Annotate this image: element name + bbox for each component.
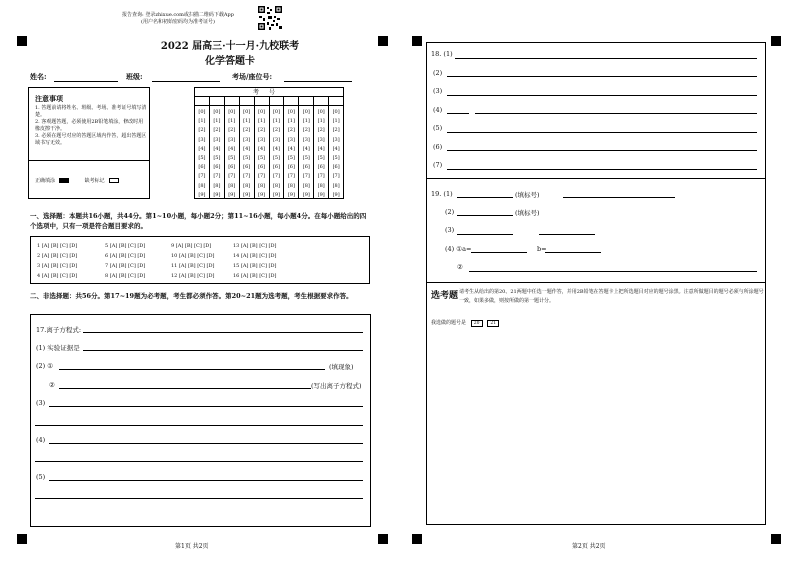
section1-instructions: 一、选择题：本题共16小题，共44分。第1~10小题，每小题2分；第11~16小题，每小题4分。在每小题给出的四个选项中，只有一项是符合题目要求的。 (30, 212, 367, 230)
q18-line[interactable] (447, 95, 757, 96)
exam-digit-bubble[interactable]: [1] (228, 118, 236, 125)
exam-digit-bubble[interactable]: [1] (302, 118, 310, 125)
exam-number-column (255, 97, 270, 198)
exam-digit-bubble[interactable]: [1] (287, 118, 295, 125)
choice-option-21[interactable]: 21 (487, 320, 499, 327)
exam-digit-bubble[interactable]: [4] (243, 145, 251, 152)
exam-digit-bubble[interactable]: [5] (302, 155, 310, 162)
mcq-row[interactable]: 3 [A] [B] [C] [D] (37, 263, 78, 269)
exam-digit-bubble[interactable]: [9] (332, 191, 340, 198)
exam-digit-bubble[interactable]: [9] (258, 191, 266, 198)
exam-digit-bubble[interactable]: [3] (302, 136, 310, 143)
exam-digit-bubble[interactable]: [5] (272, 155, 281, 162)
mcq-row[interactable]: 2 [A] [B] [C] [D] (37, 253, 78, 259)
filled-mark-icon (59, 178, 69, 183)
seat-label: 考场/座位号: (232, 72, 273, 81)
exam-digit-bubble[interactable]: [6] (272, 164, 281, 171)
student-info-row (30, 72, 370, 84)
q18-label: (2) (433, 69, 443, 77)
exam-digit-bubble[interactable]: [9] (213, 191, 221, 198)
q19-label: (4) ①a= (445, 245, 472, 253)
exam-digit-bubble[interactable]: [5] (317, 155, 325, 162)
q19-label: (2) (445, 208, 455, 216)
mcq-row[interactable]: 12 [A] [B] [C] [D] (171, 273, 215, 279)
exam-digit-bubble[interactable]: [7] (302, 173, 310, 180)
notice-box (28, 87, 150, 199)
section2-instructions: 二、非选择题：共56分。第17~19题为必考题，考生都必须作答。第20~21题为选考题，考生根据要求作答。 (30, 292, 353, 300)
page1-footer: 第1页 共2页 (175, 543, 209, 550)
mcq-row[interactable]: 9 [A] [B] [C] [D] (171, 243, 212, 249)
exam-number-column (299, 97, 314, 198)
page2-footer: 第2页 共2页 (572, 543, 606, 550)
q18-line[interactable] (455, 58, 757, 59)
q18-line[interactable] (447, 76, 757, 77)
exam-digit-bubble[interactable]: [7] (198, 173, 206, 180)
q19-line[interactable] (457, 215, 513, 216)
exam-digit-bubble[interactable]: [0] (198, 109, 206, 115)
q17-p2b-line[interactable] (59, 388, 311, 389)
exam-digit-bubble[interactable]: [2] (198, 127, 206, 134)
exam-digit-bubble[interactable]: [4] (302, 145, 310, 152)
exam-digit-bubble[interactable]: [8] (317, 182, 325, 189)
q17-p2b-suffix: (写出离子方程式) (311, 382, 362, 390)
exam-digit-bubble[interactable]: [9] (287, 191, 295, 198)
exam-digit-bubble[interactable]: [9] (272, 191, 281, 198)
exam-digit-bubble[interactable]: [3] (332, 136, 340, 143)
choice-question-box (426, 283, 766, 525)
missing-label: 缺考标记 (84, 178, 105, 184)
exam-digit-bubble[interactable]: [9] (317, 191, 325, 198)
q18-label: (5) (433, 124, 443, 132)
mcq-row[interactable]: 5 [A] [B] [C] [D] (105, 243, 146, 249)
exam-number-write-cell[interactable] (299, 97, 313, 106)
exam-digit-bubble[interactable]: [1] (213, 118, 221, 125)
choice-option-20[interactable]: 20 (471, 320, 483, 327)
class-field[interactable] (152, 81, 220, 82)
q18-label: (7) (433, 161, 443, 169)
exam-digit-bubble[interactable]: [4] (258, 145, 266, 152)
exam-digit-bubble[interactable]: [4] (228, 145, 236, 152)
exam-digit-bubble[interactable]: [9] (198, 191, 206, 198)
exam-digit-bubble[interactable]: [7] (272, 173, 281, 180)
exam-digit-bubble[interactable]: [8] (287, 182, 295, 189)
exam-number-column (329, 97, 343, 198)
q18-label: (3) (433, 87, 443, 95)
exam-digit-bubble[interactable]: [5] (332, 155, 340, 162)
corner-mark-br-2 (771, 534, 781, 544)
exam-digit-bubble[interactable]: [0] (243, 109, 251, 115)
exam-digit-bubble[interactable]: [8] (198, 182, 206, 189)
q19-line[interactable] (563, 197, 675, 198)
q17-p1-line[interactable] (83, 350, 363, 351)
mcq-row[interactable]: 8 [A] [B] [C] [D] (105, 273, 146, 279)
exam-digit-bubble[interactable]: [9] (243, 191, 251, 198)
q17-p4-line[interactable] (49, 443, 363, 444)
missing-mark-box[interactable] (109, 178, 119, 183)
exam-digit-bubble[interactable]: [6] (332, 164, 340, 171)
exam-number-write-cell[interactable] (210, 97, 224, 106)
q19-line[interactable] (539, 234, 595, 235)
exam-digit-bubble[interactable]: [5] (243, 155, 251, 162)
exam-digit-bubble[interactable]: [8] (332, 182, 340, 189)
q17-p2b-label: ② (49, 381, 55, 389)
q18-answer-box (426, 42, 766, 179)
mcq-row[interactable]: 15 [A] [B] [C] [D] (233, 263, 277, 269)
notice-text (35, 105, 147, 147)
q19-line[interactable] (545, 252, 601, 253)
exam-digit-bubble[interactable]: [0] (258, 109, 266, 115)
mcq-row[interactable]: 14 [A] [B] [C] [D] (233, 253, 277, 259)
mark-example-row (35, 177, 147, 184)
exam-digit-bubble[interactable]: [6] (302, 164, 310, 171)
exam-number-write-cell[interactable] (225, 97, 239, 106)
corner-mark-bl (17, 534, 27, 544)
exam-digit-bubble[interactable]: [9] (228, 191, 236, 198)
exam-number-write-cell[interactable] (255, 97, 269, 106)
exam-digit-bubble[interactable]: [4] (287, 145, 295, 152)
q17-title-line[interactable] (83, 332, 363, 333)
q18-label: (4) (433, 106, 443, 114)
exam-title: 2022 届高三·十一月·九校联考 (160, 41, 300, 52)
q18-line[interactable] (447, 169, 757, 170)
exam-digit-bubble[interactable]: [1] (258, 118, 266, 125)
q17-title: 17.离子方程式: (36, 326, 82, 334)
corner-mark-bl-2 (412, 534, 422, 544)
exam-digit-bubble[interactable]: [3] (272, 136, 281, 143)
q18-label: 18. (1) (431, 50, 453, 58)
corner-mark-tl-2 (412, 36, 422, 46)
name-field[interactable] (54, 81, 118, 82)
q18-line[interactable] (447, 132, 757, 133)
exam-number-column (284, 97, 299, 198)
q17-p2a-line[interactable] (59, 369, 325, 370)
exam-digit-bubble[interactable]: [3] (228, 136, 236, 143)
choice-instructions: 请考生从给出的第20、21两题中任选一题作答，并用2B铅笔在答题卡上把所选题目对应的题号涂黑。注意所做题目的题号必须与所涂题号一致，如果多做，则按所做的第一题计分。 (459, 289, 764, 304)
q19-label: ② (457, 263, 463, 271)
corner-mark-tl (17, 36, 27, 46)
exam-digit-bubble[interactable]: [8] (258, 182, 266, 189)
exam-digit-bubble[interactable]: [1] (317, 118, 325, 125)
exam-number-grid (194, 87, 344, 199)
exam-digit-bubble[interactable]: [9] (302, 191, 310, 198)
q17-p4-line2[interactable] (35, 461, 363, 462)
exam-digit-bubble[interactable]: [0] (287, 109, 295, 115)
exam-digit-bubble[interactable]: [5] (287, 155, 295, 162)
exam-digit-bubble[interactable]: [2] (228, 127, 236, 134)
exam-digit-bubble[interactable]: [6] (213, 164, 221, 171)
exam-digit-bubble[interactable]: [8] (272, 182, 281, 189)
exam-digit-bubble[interactable]: [4] (272, 145, 281, 152)
exam-number-write-cell[interactable] (270, 97, 284, 106)
exam-digit-bubble[interactable]: [4] (213, 145, 221, 152)
exam-digit-bubble[interactable]: [2] (332, 127, 340, 134)
q19-label: 19. (1) (431, 190, 453, 198)
q19-line[interactable] (457, 197, 513, 198)
exam-digit-bubble[interactable]: [1] (332, 118, 340, 125)
seat-field[interactable] (284, 81, 352, 82)
exam-number-write-cell[interactable] (240, 97, 254, 106)
q19-suffix: (填标号) (515, 209, 540, 217)
exam-digit-bubble[interactable]: [6] (287, 164, 295, 171)
exam-digit-bubble[interactable]: [5] (228, 155, 236, 162)
mcq-row[interactable]: 7 [A] [B] [C] [D] (105, 263, 146, 269)
mcq-row[interactable]: 16 [A] [B] [C] [D] (233, 273, 277, 279)
q17-p4-label: (4) (36, 436, 46, 444)
mcq-row[interactable]: 4 [A] [B] [C] [D] (37, 273, 78, 279)
report-note (113, 12, 243, 26)
exam-digit-bubble[interactable]: [6] (243, 164, 251, 171)
q18-line[interactable] (447, 150, 757, 151)
exam-digit-bubble[interactable]: [8] (302, 182, 310, 189)
exam-digit-bubble[interactable]: [0] (213, 109, 221, 115)
q19-label: b= (537, 245, 547, 253)
q18-line[interactable] (447, 113, 469, 114)
class-label: 班级: (126, 72, 143, 81)
q19-suffix: (填标号) (515, 191, 540, 199)
exam-digit-bubble[interactable]: [4] (332, 145, 340, 152)
mcq-answer-box (30, 236, 370, 284)
exam-digit-bubble[interactable]: [7] (213, 173, 221, 180)
exam-digit-bubble[interactable]: [5] (258, 155, 266, 162)
mcq-column (37, 241, 77, 281)
exam-digit-bubble[interactable]: [3] (317, 136, 325, 143)
exam-digit-bubble[interactable]: [7] (258, 173, 266, 180)
report-note-line1: 报告查询: 登录zhixue.com或扫描二维码下载App (122, 12, 234, 18)
report-note-line2: (用户名和初始密码均为准考证号) (141, 19, 215, 25)
exam-number-column (314, 97, 329, 198)
corner-mark-br (378, 534, 388, 544)
exam-digit-bubble[interactable]: [8] (228, 182, 236, 189)
qr-code-icon (257, 5, 283, 31)
q17-p5-line2[interactable] (35, 498, 363, 499)
exam-number-column (210, 97, 225, 198)
q17-p2a-label: (2) ① (36, 362, 54, 370)
exam-digit-bubble[interactable]: [0] (332, 109, 340, 115)
exam-number-write-cell[interactable] (284, 97, 298, 106)
exam-number-column (225, 97, 240, 198)
choice-pick-row (431, 319, 499, 327)
notice-item: 2. 客观题答题，必须使用2B铅笔填涂，修改时用橡皮擦干净。 (35, 119, 144, 132)
exam-number-column (195, 97, 210, 198)
exam-digit-bubble[interactable]: [3] (243, 136, 251, 143)
q18-label: (6) (433, 143, 443, 151)
notice-item: 3. 必须在题号对应的答题区域内作答，超出答题区域书写无效。 (35, 133, 147, 146)
exam-digit-bubble[interactable]: [5] (198, 155, 206, 162)
exam-digit-bubble[interactable]: [2] (317, 127, 325, 134)
exam-digit-bubble[interactable]: [6] (258, 164, 266, 171)
mcq-row[interactable]: 13 [A] [B] [C] [D] (233, 243, 277, 249)
exam-digit-bubble[interactable]: [1] (272, 118, 281, 125)
exam-digit-bubble[interactable]: [2] (302, 127, 310, 134)
exam-digit-bubble[interactable]: [2] (287, 127, 295, 134)
mcq-column (105, 241, 145, 281)
mcq-row[interactable]: 6 [A] [B] [C] [D] (105, 253, 146, 259)
q17-p3-line2[interactable] (35, 425, 363, 426)
exam-digit-bubble[interactable]: [7] (332, 173, 340, 180)
q18-line[interactable] (475, 113, 757, 114)
exam-digit-bubble[interactable]: [0] (317, 109, 325, 115)
exam-number-write-cell[interactable] (314, 97, 328, 106)
exam-digit-bubble[interactable]: [6] (317, 164, 325, 171)
exam-digit-bubble[interactable]: [2] (258, 127, 266, 134)
exam-digit-bubble[interactable]: [7] (243, 173, 251, 180)
exam-digit-bubble[interactable]: [3] (287, 136, 295, 143)
exam-number-columns (195, 97, 343, 198)
notice-divider (29, 160, 149, 161)
q17-p5-line[interactable] (49, 480, 363, 481)
exam-digit-bubble[interactable]: [8] (243, 182, 251, 189)
q17-p2a-suffix: (填现象) (329, 363, 354, 371)
q19-line[interactable] (457, 234, 513, 235)
q19-line[interactable] (469, 271, 757, 272)
exam-digit-bubble[interactable]: [2] (213, 127, 221, 134)
exam-digit-bubble[interactable]: [3] (258, 136, 266, 143)
notice-item: 1. 答题前请将姓名、班级、考场、准考证号填写清楚。 (35, 105, 147, 118)
q17-p5-label: (5) (36, 473, 46, 481)
exam-number-write-cell[interactable] (329, 97, 343, 106)
q17-p1-label: (1) 实验证据是 (36, 344, 80, 352)
exam-digit-bubble[interactable]: [3] (198, 136, 206, 143)
corner-mark-tr (378, 36, 388, 46)
exam-digit-bubble[interactable]: [0] (302, 109, 310, 115)
exam-digit-bubble[interactable]: [4] (198, 145, 206, 152)
exam-number-column (240, 97, 255, 198)
q17-p3-label: (3) (36, 399, 46, 407)
name-label: 姓名: (30, 72, 47, 81)
choice-pick-label: 我选做的题号是 (431, 320, 467, 326)
mcq-column (171, 241, 214, 281)
exam-digit-bubble[interactable]: [3] (213, 136, 221, 143)
exam-digit-bubble[interactable]: [7] (317, 173, 325, 180)
exam-digit-bubble[interactable]: [8] (213, 182, 221, 189)
q17-p3-line[interactable] (49, 406, 363, 407)
exam-digit-bubble[interactable]: [7] (228, 173, 236, 180)
q19-label: (3) (445, 226, 455, 234)
exam-number-column (270, 97, 285, 198)
exam-digit-bubble[interactable]: [6] (228, 164, 236, 171)
exam-number-label: 考号 (195, 88, 343, 97)
exam-digit-bubble[interactable]: [6] (198, 164, 206, 171)
exam-digit-bubble[interactable]: [1] (198, 118, 206, 125)
exam-digit-bubble[interactable]: [0] (228, 109, 236, 115)
exam-digit-bubble[interactable]: [4] (317, 145, 325, 152)
exam-digit-bubble[interactable]: [0] (272, 109, 281, 115)
mcq-column (233, 241, 276, 281)
mcq-row[interactable]: 11 [A] [B] [C] [D] (171, 263, 215, 269)
corner-mark-tr-2 (771, 36, 781, 46)
choice-title: 选考题 (431, 291, 459, 301)
exam-digit-bubble[interactable]: [1] (243, 118, 251, 125)
notice-title: 注意事项 (35, 94, 63, 103)
exam-digit-bubble[interactable]: [5] (213, 155, 221, 162)
exam-digit-bubble[interactable]: [7] (287, 173, 295, 180)
mcq-row[interactable]: 10 [A] [B] [C] [D] (171, 253, 215, 259)
filled-example-label: 正确填涂 (35, 178, 56, 184)
exam-digit-bubble[interactable]: [2] (243, 127, 251, 134)
q19-line[interactable] (471, 252, 527, 253)
exam-number-write-cell[interactable] (195, 97, 209, 106)
q19-answer-box (426, 179, 766, 283)
exam-subtitle: 化学答题卡 (205, 56, 255, 67)
q17-answer-box (30, 314, 371, 527)
mcq-row[interactable]: 1 [A] [B] [C] [D] (37, 243, 78, 249)
exam-digit-bubble[interactable]: [2] (272, 127, 281, 134)
